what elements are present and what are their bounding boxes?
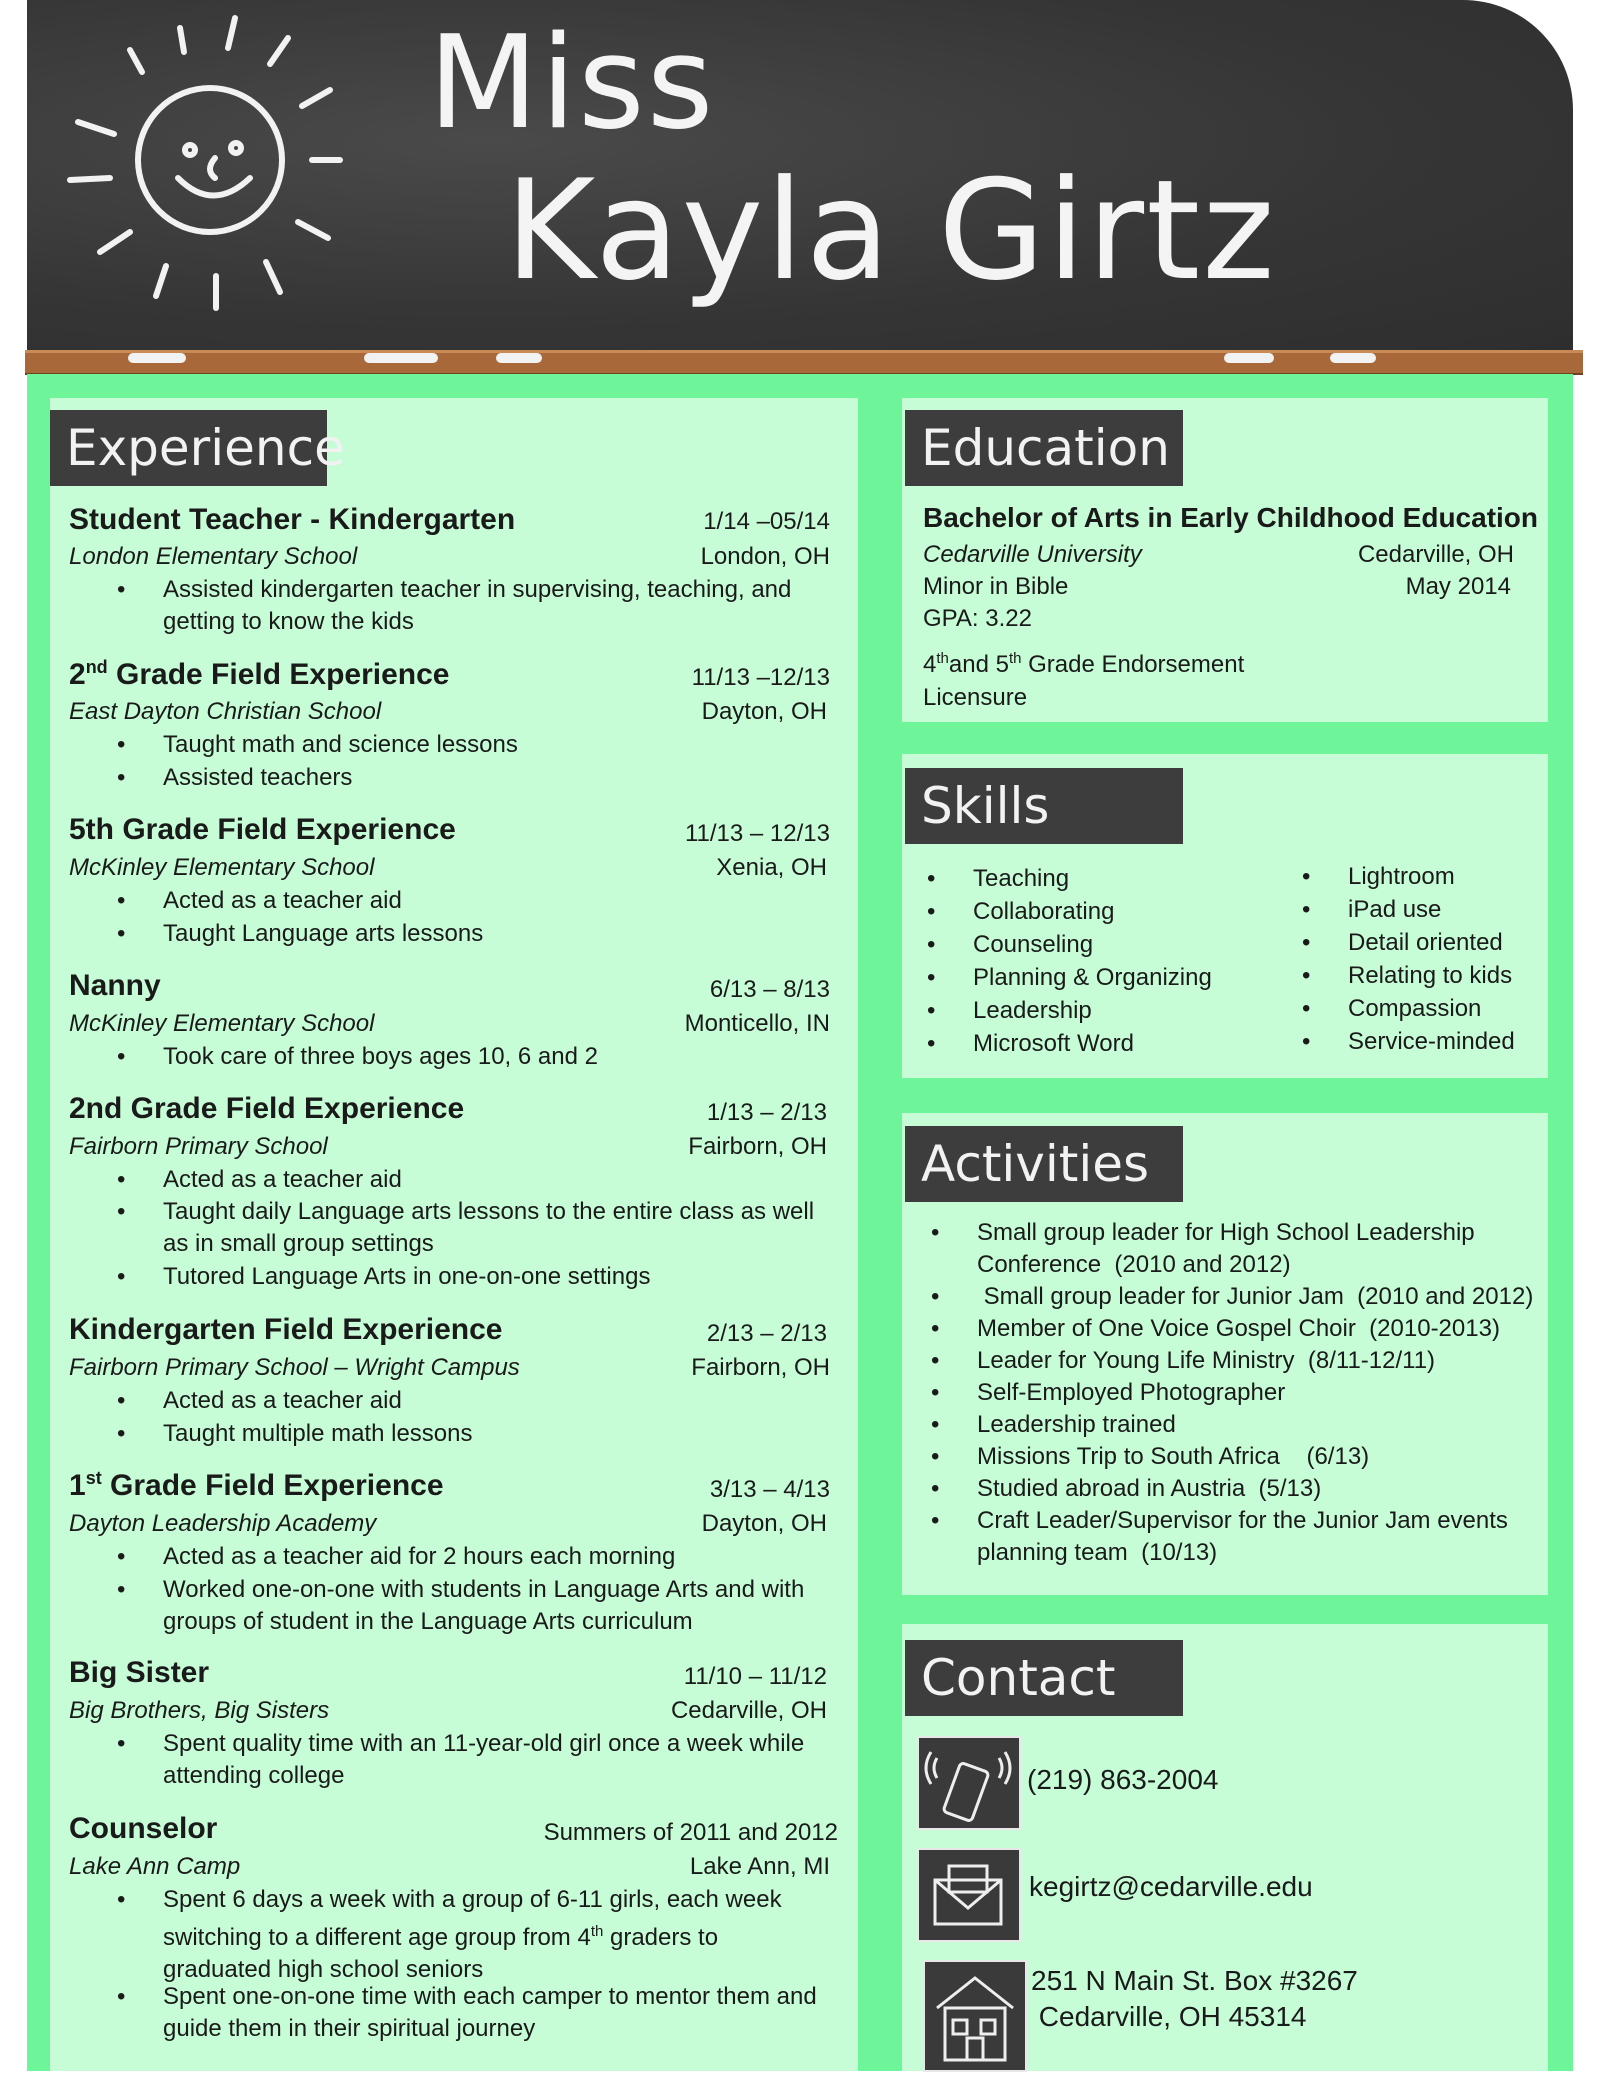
chalk-piece bbox=[1330, 353, 1376, 363]
endorsement: 4thand 5th Grade Endorsement bbox=[923, 650, 1245, 678]
house-icon bbox=[923, 1960, 1027, 2072]
list-item: • Taught daily Language arts lessons to the entire class as well as in small group settings bbox=[163, 1196, 843, 1260]
experience-heading: Experience bbox=[50, 410, 327, 486]
school: Cedarville University bbox=[923, 541, 1142, 568]
job-title: Counselor bbox=[69, 1812, 218, 1845]
list-item: • Assisted kindergarten teacher in supervising, teaching, and getting to know the kids bbox=[163, 574, 823, 638]
chalk-piece bbox=[1224, 353, 1274, 363]
list-item: • Taught math and science lessons bbox=[163, 729, 823, 761]
list-item: • Leadership bbox=[973, 994, 1212, 1027]
list-item: • Leadership trained bbox=[977, 1409, 1537, 1441]
job-title: Kindergarten Field Experience bbox=[69, 1313, 503, 1346]
list-item: • Member of One Voice Gospel Choir (2010-2013) bbox=[977, 1313, 1537, 1345]
job-title: 2nd Grade Field Experience bbox=[69, 1092, 465, 1125]
activities-heading: Activities bbox=[905, 1126, 1183, 1202]
list-item: • Detail oriented bbox=[1348, 926, 1515, 959]
education-heading: Education bbox=[905, 410, 1183, 486]
job-org: Dayton Leadership Academy bbox=[69, 1510, 377, 1537]
name-title: Kayla Girtz bbox=[505, 150, 1277, 311]
job-dates: 11/10 – 11/12 bbox=[683, 1663, 827, 1690]
list-item: • Self-Employed Photographer bbox=[977, 1377, 1537, 1409]
email-link[interactable]: kegirtz@cedarville.edu bbox=[1029, 1871, 1313, 1902]
job-dates: 11/13 – 12/13 bbox=[684, 820, 830, 847]
list-item: • Took care of three boys ages 10, 6 and 2 bbox=[163, 1041, 823, 1073]
job-dates: 1/14 –05/14 bbox=[703, 508, 830, 535]
job-org: East Dayton Christian School bbox=[69, 698, 382, 725]
list-item: • Collaborating bbox=[973, 895, 1212, 928]
job-org: Fairborn Primary School – Wright Campus bbox=[69, 1354, 520, 1381]
job-title: Nanny bbox=[69, 969, 161, 1002]
list-item: • Spent 6 days a week with a group of 6-11 girls, each week switching to a different age group from 4th graders to graduated high school seniors bbox=[163, 1884, 843, 1986]
chalk-piece bbox=[496, 353, 542, 363]
job-location: Monticello, IN bbox=[684, 1010, 830, 1037]
minor: Minor in Bible bbox=[923, 573, 1069, 600]
list-item: • Taught Language arts lessons bbox=[163, 918, 823, 950]
skills-list-left bbox=[973, 862, 1212, 1060]
job-dates: 2/13 – 2/13 bbox=[706, 1320, 827, 1347]
name-prefix: Miss bbox=[428, 9, 716, 158]
graduation-date: May 2014 bbox=[1405, 573, 1511, 600]
job-org: McKinley Elementary School bbox=[69, 854, 375, 881]
chalk-piece bbox=[128, 353, 186, 363]
job-location: Lake Ann, MI bbox=[689, 1853, 830, 1880]
list-item: • Planning & Organizing bbox=[973, 961, 1212, 994]
activities-list bbox=[977, 1217, 1537, 1569]
gpa: GPA: 3.22 bbox=[923, 605, 1032, 632]
list-item: • Teaching bbox=[973, 862, 1212, 895]
list-item: • Spent one-on-one time with each camper to mentor them and guide them in their spiritual journey bbox=[163, 1981, 843, 2045]
job-location: London, OH bbox=[700, 543, 830, 570]
skills-heading: Skills bbox=[905, 768, 1183, 844]
job-title: 5th Grade Field Experience bbox=[69, 813, 456, 846]
job-org: London Elementary School bbox=[69, 543, 358, 570]
list-item: • Counseling bbox=[973, 928, 1212, 961]
list-item: • Acted as a teacher aid bbox=[163, 1164, 843, 1196]
job-dates: 1/13 – 2/13 bbox=[706, 1099, 827, 1126]
list-item: • Service-minded bbox=[1348, 1025, 1515, 1058]
list-item: • Leader for Young Life Ministry (8/11-12/11) bbox=[977, 1345, 1537, 1377]
skills-list-right bbox=[1348, 860, 1515, 1058]
envelope-icon bbox=[917, 1848, 1021, 1942]
job-org: McKinley Elementary School bbox=[69, 1010, 375, 1037]
list-item: • Studied abroad in Austria (5/13) bbox=[977, 1473, 1537, 1505]
job-location: Fairborn, OH bbox=[691, 1354, 830, 1381]
list-item: • Acted as a teacher aid bbox=[163, 885, 823, 917]
list-item: • Compassion bbox=[1348, 992, 1515, 1025]
job-location: Xenia, OH bbox=[716, 854, 827, 881]
job-title: Big Sister bbox=[69, 1656, 210, 1689]
licensure: Licensure bbox=[923, 684, 1028, 711]
list-item: • Craft Leader/Supervisor for the Junior Jam events planning team (10/13) bbox=[977, 1505, 1537, 1569]
list-item: • Tutored Language Arts in one-on-one settings bbox=[163, 1261, 843, 1293]
degree: Bachelor of Arts in Early Childhood Education bbox=[923, 502, 1539, 533]
job-dates: 6/13 – 8/13 bbox=[709, 976, 830, 1003]
school-location: Cedarville, OH bbox=[1357, 541, 1514, 568]
job-location: Cedarville, OH bbox=[670, 1697, 827, 1724]
sun-drawing-icon bbox=[30, 0, 360, 330]
list-item: • Spent quality time with an 11-year-old girl once a week while attending college bbox=[163, 1728, 823, 1792]
list-item: • Missions Trip to South Africa (6/13) bbox=[977, 1441, 1537, 1473]
job-title: 2nd Grade Field Experience bbox=[69, 657, 450, 691]
list-item: • Lightroom bbox=[1348, 860, 1515, 893]
job-location: Dayton, OH bbox=[701, 1510, 827, 1537]
job-org: Lake Ann Camp bbox=[69, 1853, 241, 1880]
job-dates: Summers of 2011 and 2012 bbox=[543, 1819, 838, 1846]
list-item: • Acted as a teacher aid bbox=[163, 1385, 823, 1417]
job-org: Fairborn Primary School bbox=[69, 1133, 328, 1160]
list-item: • Taught multiple math lessons bbox=[163, 1418, 823, 1450]
job-org: Big Brothers, Big Sisters bbox=[69, 1697, 330, 1724]
address-line1: 251 N Main St. Box #3267 bbox=[1031, 1965, 1358, 1996]
job-title: 1st Grade Field Experience bbox=[69, 1468, 444, 1502]
list-item: • Microsoft Word bbox=[973, 1027, 1212, 1060]
job-title: Student Teacher - Kindergarten bbox=[69, 503, 516, 536]
job-dates: 11/13 –12/13 bbox=[691, 664, 830, 691]
list-item: • iPad use bbox=[1348, 893, 1515, 926]
chalk-piece bbox=[364, 353, 438, 363]
address-line2: Cedarville, OH 45314 bbox=[1031, 2001, 1307, 2032]
list-item: • Worked one-on-one with students in Language Arts and with groups of student in the Language Arts curriculum bbox=[163, 1574, 843, 1638]
list-item: • Acted as a teacher aid for 2 hours each morning bbox=[163, 1541, 843, 1573]
list-item: • Small group leader for Junior Jam (2010 and 2012) bbox=[977, 1281, 1537, 1313]
job-dates: 3/13 – 4/13 bbox=[709, 1476, 830, 1503]
job-location: Fairborn, OH bbox=[688, 1133, 827, 1160]
phone-icon bbox=[917, 1736, 1021, 1830]
list-item: • Relating to kids bbox=[1348, 959, 1515, 992]
contact-heading: Contact bbox=[905, 1640, 1183, 1716]
job-location: Dayton, OH bbox=[701, 698, 827, 725]
phone-number[interactable]: (219) 863-2004 bbox=[1027, 1764, 1219, 1795]
list-item: • Assisted teachers bbox=[163, 762, 823, 794]
list-item: • Small group leader for High School Leadership Conference (2010 and 2012) bbox=[977, 1217, 1537, 1281]
